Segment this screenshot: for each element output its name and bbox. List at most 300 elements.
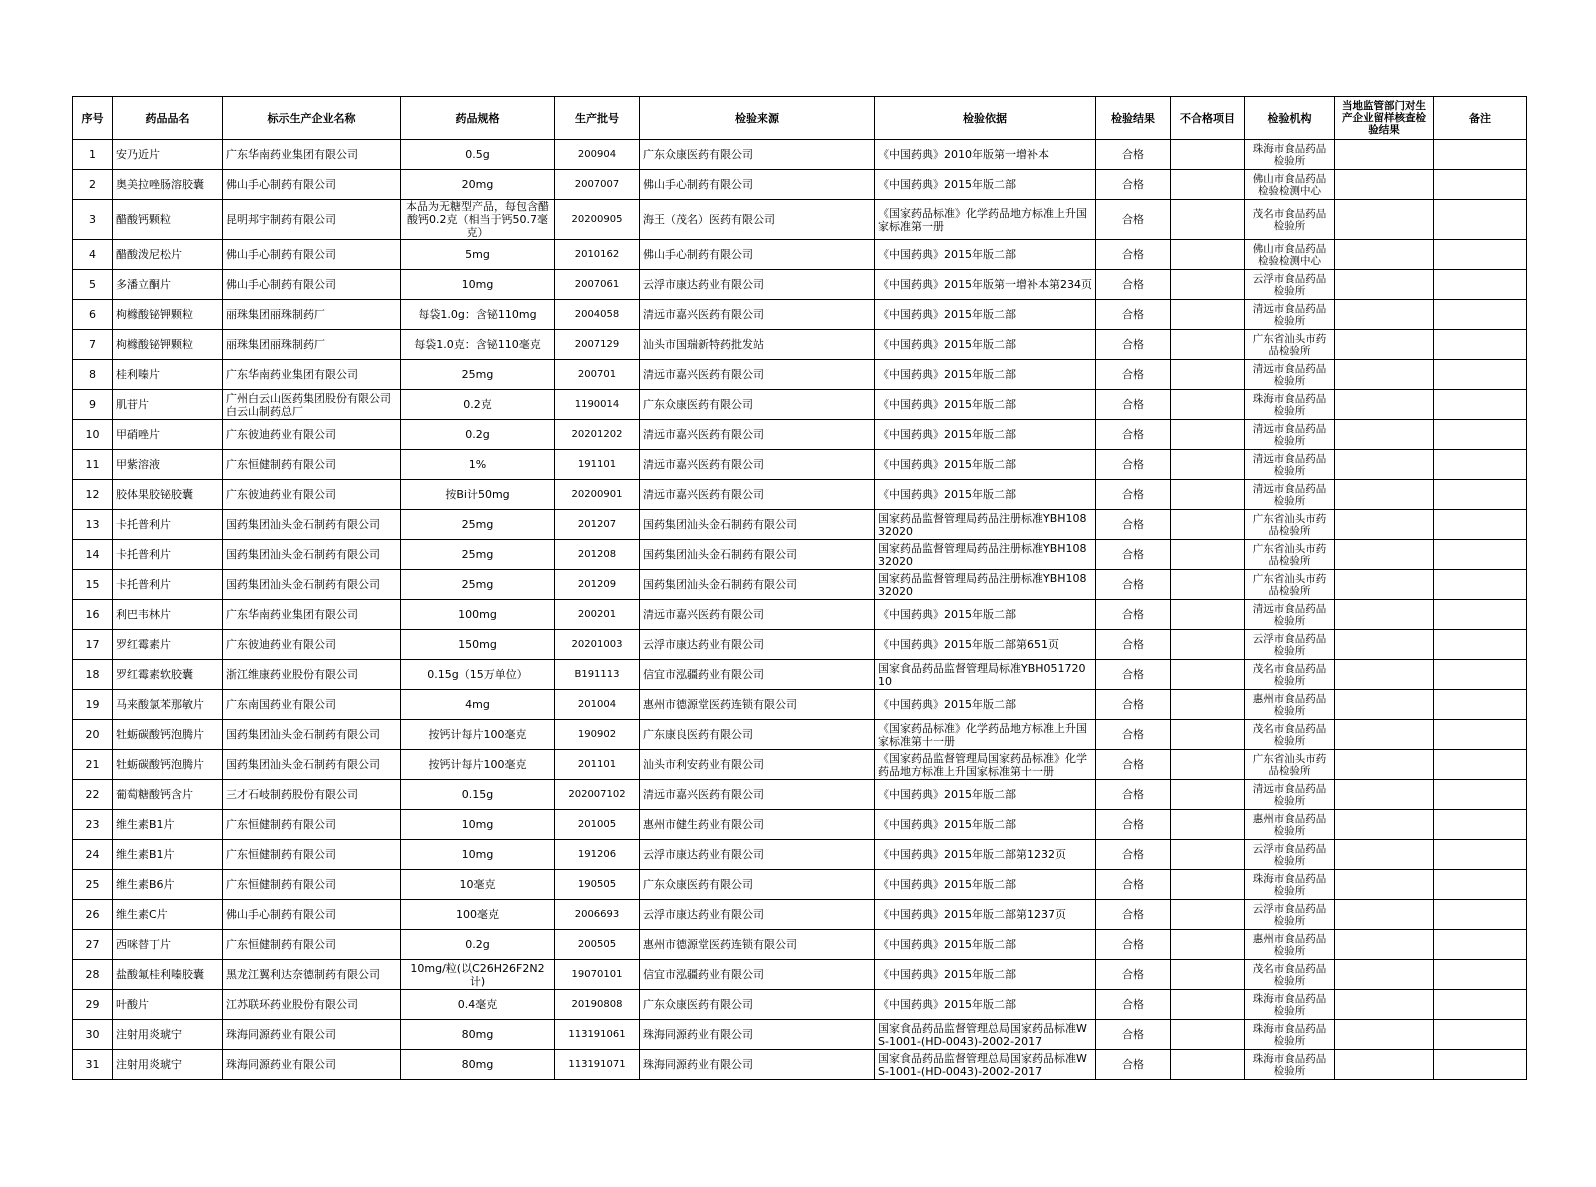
cell-lab: 广东省汕头市药品检验所 bbox=[1245, 330, 1335, 360]
cell-basis: 国家药品监督管理局药品注册标准YBH10832020 bbox=[875, 540, 1096, 570]
cell-lab: 广东省汕头市药品检验所 bbox=[1245, 570, 1335, 600]
cell-spec: 0.2g bbox=[401, 930, 555, 960]
table-row bbox=[73, 1050, 1527, 1080]
cell-batch: 200505 bbox=[555, 930, 640, 960]
cell-note bbox=[1434, 960, 1527, 990]
cell-note bbox=[1434, 810, 1527, 840]
cell-source: 广东众康医药有限公司 bbox=[640, 990, 875, 1020]
cell-maker: 佛山手心制药有限公司 bbox=[223, 900, 401, 930]
cell-spec: 5mg bbox=[401, 240, 555, 270]
cell-recheck bbox=[1335, 300, 1434, 330]
cell-recheck bbox=[1335, 750, 1434, 780]
cell-result: 合格 bbox=[1096, 960, 1171, 990]
cell-name: 醋酸泼尼松片 bbox=[113, 240, 223, 270]
cell-spec: 25mg bbox=[401, 510, 555, 540]
cell-recheck bbox=[1335, 720, 1434, 750]
cell-basis: 《中国药典》2015年版二部 bbox=[875, 390, 1096, 420]
cell-result: 合格 bbox=[1096, 630, 1171, 660]
cell-note bbox=[1434, 690, 1527, 720]
cell-recheck bbox=[1335, 690, 1434, 720]
cell-basis: 《中国药典》2015年版二部第1232页 bbox=[875, 840, 1096, 870]
cell-note bbox=[1434, 870, 1527, 900]
table-row bbox=[73, 420, 1527, 450]
cell-recheck bbox=[1335, 510, 1434, 540]
cell-no: 5 bbox=[73, 270, 113, 300]
cell-source: 国药集团汕头金石制药有限公司 bbox=[640, 540, 875, 570]
cell-spec: 0.2g bbox=[401, 420, 555, 450]
cell-lab: 清远市食品药品检验所 bbox=[1245, 300, 1335, 330]
cell-note bbox=[1434, 200, 1527, 240]
cell-note bbox=[1434, 140, 1527, 170]
cell-result: 合格 bbox=[1096, 840, 1171, 870]
cell-fail bbox=[1171, 720, 1245, 750]
cell-no: 12 bbox=[73, 480, 113, 510]
cell-note bbox=[1434, 840, 1527, 870]
cell-lab: 清远市食品药品检验所 bbox=[1245, 780, 1335, 810]
cell-note bbox=[1434, 780, 1527, 810]
cell-spec: 10mg/粒(以C26H26F2N2计) bbox=[401, 960, 555, 990]
cell-maker: 佛山手心制药有限公司 bbox=[223, 170, 401, 200]
cell-batch: 20200901 bbox=[555, 480, 640, 510]
cell-source: 清远市嘉兴医药有限公司 bbox=[640, 360, 875, 390]
cell-lab: 珠海市食品药品检验所 bbox=[1245, 1050, 1335, 1080]
cell-name: 叶酸片 bbox=[113, 990, 223, 1020]
cell-lab: 惠州市食品药品检验所 bbox=[1245, 690, 1335, 720]
cell-result: 合格 bbox=[1096, 540, 1171, 570]
cell-spec: 10毫克 bbox=[401, 870, 555, 900]
cell-batch: 20201202 bbox=[555, 420, 640, 450]
cell-source: 信宜市泓疆药业有限公司 bbox=[640, 660, 875, 690]
cell-recheck bbox=[1335, 630, 1434, 660]
cell-spec: 0.2克 bbox=[401, 390, 555, 420]
table-row bbox=[73, 570, 1527, 600]
cell-fail bbox=[1171, 360, 1245, 390]
cell-maker: 佛山手心制药有限公司 bbox=[223, 240, 401, 270]
cell-name: 盐酸氟桂利嗪胶囊 bbox=[113, 960, 223, 990]
cell-note bbox=[1434, 660, 1527, 690]
cell-result: 合格 bbox=[1096, 990, 1171, 1020]
cell-name: 葡萄糖酸钙含片 bbox=[113, 780, 223, 810]
cell-result: 合格 bbox=[1096, 660, 1171, 690]
header-cell: 不合格项目 bbox=[1171, 97, 1245, 140]
cell-recheck bbox=[1335, 780, 1434, 810]
cell-no: 3 bbox=[73, 200, 113, 240]
cell-basis: 国家药品监督管理局药品注册标准YBH10832020 bbox=[875, 570, 1096, 600]
cell-result: 合格 bbox=[1096, 140, 1171, 170]
cell-basis: 《中国药典》2015年版二部第651页 bbox=[875, 630, 1096, 660]
cell-result: 合格 bbox=[1096, 330, 1171, 360]
cell-result: 合格 bbox=[1096, 240, 1171, 270]
cell-recheck bbox=[1335, 900, 1434, 930]
cell-lab: 珠海市食品药品检验所 bbox=[1245, 1020, 1335, 1050]
cell-basis: 《中国药典》2015年版二部 bbox=[875, 960, 1096, 990]
cell-batch: 2004058 bbox=[555, 300, 640, 330]
cell-name: 肌苷片 bbox=[113, 390, 223, 420]
cell-no: 9 bbox=[73, 390, 113, 420]
cell-lab: 清远市食品药品检验所 bbox=[1245, 600, 1335, 630]
cell-fail bbox=[1171, 510, 1245, 540]
cell-basis: 《国家药品标准》化学药品地方标准上升国家标准第十一册 bbox=[875, 720, 1096, 750]
header-cell: 药品规格 bbox=[401, 97, 555, 140]
cell-no: 24 bbox=[73, 840, 113, 870]
cell-name: 多潘立酮片 bbox=[113, 270, 223, 300]
cell-batch: 190505 bbox=[555, 870, 640, 900]
cell-source: 清远市嘉兴医药有限公司 bbox=[640, 300, 875, 330]
cell-fail bbox=[1171, 1020, 1245, 1050]
cell-lab: 广东省汕头市药品检验所 bbox=[1245, 750, 1335, 780]
cell-basis: 《中国药典》2015年版二部 bbox=[875, 600, 1096, 630]
cell-result: 合格 bbox=[1096, 930, 1171, 960]
cell-no: 11 bbox=[73, 450, 113, 480]
cell-maker: 广东恒健制药有限公司 bbox=[223, 810, 401, 840]
cell-fail bbox=[1171, 990, 1245, 1020]
cell-no: 23 bbox=[73, 810, 113, 840]
cell-basis: 《中国药典》2015年版二部 bbox=[875, 690, 1096, 720]
cell-source: 云浮市康达药业有限公司 bbox=[640, 900, 875, 930]
cell-recheck bbox=[1335, 200, 1434, 240]
cell-no: 14 bbox=[73, 540, 113, 570]
cell-fail bbox=[1171, 420, 1245, 450]
cell-spec: 10mg bbox=[401, 270, 555, 300]
cell-fail bbox=[1171, 900, 1245, 930]
cell-batch: 191101 bbox=[555, 450, 640, 480]
cell-result: 合格 bbox=[1096, 450, 1171, 480]
cell-name: 注射用炎琥宁 bbox=[113, 1050, 223, 1080]
cell-spec: 25mg bbox=[401, 540, 555, 570]
table-row bbox=[73, 870, 1527, 900]
cell-result: 合格 bbox=[1096, 690, 1171, 720]
table-row bbox=[73, 840, 1527, 870]
cell-recheck bbox=[1335, 330, 1434, 360]
cell-fail bbox=[1171, 240, 1245, 270]
cell-basis: 国家食品药品监督管理局标准YBH05172010 bbox=[875, 660, 1096, 690]
cell-note bbox=[1434, 480, 1527, 510]
cell-lab: 佛山市食品药品检验检测中心 bbox=[1245, 170, 1335, 200]
cell-basis: 《中国药典》2015年版二部第1237页 bbox=[875, 900, 1096, 930]
cell-no: 28 bbox=[73, 960, 113, 990]
cell-recheck bbox=[1335, 840, 1434, 870]
table-row bbox=[73, 900, 1527, 930]
cell-result: 合格 bbox=[1096, 870, 1171, 900]
cell-batch: 191206 bbox=[555, 840, 640, 870]
cell-batch: 201005 bbox=[555, 810, 640, 840]
cell-note bbox=[1434, 420, 1527, 450]
header-cell: 检验结果 bbox=[1096, 97, 1171, 140]
cell-source: 清远市嘉兴医药有限公司 bbox=[640, 780, 875, 810]
cell-fail bbox=[1171, 330, 1245, 360]
cell-source: 惠州市德源堂医药连锁有限公司 bbox=[640, 930, 875, 960]
cell-lab: 清远市食品药品检验所 bbox=[1245, 450, 1335, 480]
header-cell: 检验依据 bbox=[875, 97, 1096, 140]
cell-spec: 0.15g bbox=[401, 780, 555, 810]
cell-spec: 1% bbox=[401, 450, 555, 480]
cell-no: 6 bbox=[73, 300, 113, 330]
cell-recheck bbox=[1335, 810, 1434, 840]
table-row bbox=[73, 390, 1527, 420]
cell-basis: 《国家药品标准》化学药品地方标准上升国家标准第一册 bbox=[875, 200, 1096, 240]
cell-lab: 云浮市食品药品检验所 bbox=[1245, 840, 1335, 870]
table-row bbox=[73, 990, 1527, 1020]
cell-basis: 《中国药典》2015年版第一增补本第234页 bbox=[875, 270, 1096, 300]
cell-name: 维生素B1片 bbox=[113, 840, 223, 870]
table-row bbox=[73, 450, 1527, 480]
cell-result: 合格 bbox=[1096, 900, 1171, 930]
table-row bbox=[73, 270, 1527, 300]
table-row bbox=[73, 780, 1527, 810]
header-cell: 标示生产企业名称 bbox=[223, 97, 401, 140]
cell-basis: 国家食品药品监督管理总局国家药品标准WS-1001-(HD-0043)-2002-2017 bbox=[875, 1020, 1096, 1050]
cell-name: 卡托普利片 bbox=[113, 570, 223, 600]
cell-basis: 《中国药典》2010年版第一增补本 bbox=[875, 140, 1096, 170]
cell-no: 1 bbox=[73, 140, 113, 170]
table-row bbox=[73, 660, 1527, 690]
cell-name: 注射用炎琥宁 bbox=[113, 1020, 223, 1050]
cell-maker: 广东恒健制药有限公司 bbox=[223, 930, 401, 960]
cell-name: 维生素B6片 bbox=[113, 870, 223, 900]
cell-batch: 2010162 bbox=[555, 240, 640, 270]
cell-lab: 惠州市食品药品检验所 bbox=[1245, 930, 1335, 960]
cell-fail bbox=[1171, 390, 1245, 420]
cell-source: 清远市嘉兴医药有限公司 bbox=[640, 600, 875, 630]
cell-batch: 201208 bbox=[555, 540, 640, 570]
cell-no: 17 bbox=[73, 630, 113, 660]
cell-lab: 茂名市食品药品检验所 bbox=[1245, 720, 1335, 750]
cell-maker: 国药集团汕头金石制药有限公司 bbox=[223, 540, 401, 570]
cell-fail bbox=[1171, 960, 1245, 990]
header-cell: 当地监管部门对生产企业留样核查检验结果 bbox=[1335, 97, 1434, 140]
cell-note bbox=[1434, 170, 1527, 200]
cell-lab: 茂名市食品药品检验所 bbox=[1245, 660, 1335, 690]
table-row bbox=[73, 750, 1527, 780]
cell-batch: 201209 bbox=[555, 570, 640, 600]
cell-lab: 珠海市食品药品检验所 bbox=[1245, 140, 1335, 170]
cell-source: 广东康良医药有限公司 bbox=[640, 720, 875, 750]
cell-no: 15 bbox=[73, 570, 113, 600]
cell-fail bbox=[1171, 200, 1245, 240]
cell-lab: 珠海市食品药品检验所 bbox=[1245, 990, 1335, 1020]
cell-result: 合格 bbox=[1096, 510, 1171, 540]
cell-batch: 20201003 bbox=[555, 630, 640, 660]
cell-basis: 《中国药典》2015年版二部 bbox=[875, 300, 1096, 330]
cell-maker: 广东恒健制药有限公司 bbox=[223, 870, 401, 900]
cell-source: 国药集团汕头金石制药有限公司 bbox=[640, 510, 875, 540]
cell-name: 胶体果胶铋胶囊 bbox=[113, 480, 223, 510]
table-row bbox=[73, 690, 1527, 720]
cell-fail bbox=[1171, 540, 1245, 570]
cell-name: 桂利嗪片 bbox=[113, 360, 223, 390]
cell-recheck bbox=[1335, 360, 1434, 390]
cell-batch: 2007061 bbox=[555, 270, 640, 300]
cell-fail bbox=[1171, 1050, 1245, 1080]
cell-source: 国药集团汕头金石制药有限公司 bbox=[640, 570, 875, 600]
cell-spec: 按Bi计50mg bbox=[401, 480, 555, 510]
cell-maker: 广东恒健制药有限公司 bbox=[223, 450, 401, 480]
cell-basis: 《中国药典》2015年版二部 bbox=[875, 780, 1096, 810]
cell-basis: 国家药品监督管理局药品注册标准YBH10832020 bbox=[875, 510, 1096, 540]
cell-spec: 每袋1.0克：含铋110毫克 bbox=[401, 330, 555, 360]
cell-lab: 广东省汕头市药品检验所 bbox=[1245, 540, 1335, 570]
cell-result: 合格 bbox=[1096, 720, 1171, 750]
cell-fail bbox=[1171, 570, 1245, 600]
cell-recheck bbox=[1335, 870, 1434, 900]
cell-basis: 《中国药典》2015年版二部 bbox=[875, 990, 1096, 1020]
cell-source: 海王（茂名）医药有限公司 bbox=[640, 200, 875, 240]
cell-result: 合格 bbox=[1096, 420, 1171, 450]
table-row bbox=[73, 170, 1527, 200]
cell-maker: 国药集团汕头金石制药有限公司 bbox=[223, 510, 401, 540]
cell-maker: 广东彼迪药业有限公司 bbox=[223, 480, 401, 510]
header-cell: 药品品名 bbox=[113, 97, 223, 140]
cell-spec: 按钙计每片100毫克 bbox=[401, 750, 555, 780]
cell-note bbox=[1434, 450, 1527, 480]
cell-no: 21 bbox=[73, 750, 113, 780]
cell-fail bbox=[1171, 140, 1245, 170]
cell-source: 珠海同源药业有限公司 bbox=[640, 1050, 875, 1080]
cell-name: 维生素B1片 bbox=[113, 810, 223, 840]
cell-recheck bbox=[1335, 600, 1434, 630]
cell-lab: 云浮市食品药品检验所 bbox=[1245, 900, 1335, 930]
cell-name: 卡托普利片 bbox=[113, 510, 223, 540]
cell-name: 甲紫溶液 bbox=[113, 450, 223, 480]
cell-batch: 200201 bbox=[555, 600, 640, 630]
cell-result: 合格 bbox=[1096, 600, 1171, 630]
cell-name: 卡托普利片 bbox=[113, 540, 223, 570]
cell-result: 合格 bbox=[1096, 360, 1171, 390]
cell-fail bbox=[1171, 930, 1245, 960]
cell-name: 马来酸氯苯那敏片 bbox=[113, 690, 223, 720]
cell-source: 汕头市利安药业有限公司 bbox=[640, 750, 875, 780]
cell-fail bbox=[1171, 660, 1245, 690]
cell-source: 清远市嘉兴医药有限公司 bbox=[640, 420, 875, 450]
cell-basis: 《中国药典》2015年版二部 bbox=[875, 170, 1096, 200]
cell-name: 西咪替丁片 bbox=[113, 930, 223, 960]
cell-source: 清远市嘉兴医药有限公司 bbox=[640, 450, 875, 480]
cell-name: 安乃近片 bbox=[113, 140, 223, 170]
cell-no: 16 bbox=[73, 600, 113, 630]
cell-lab: 珠海市食品药品检验所 bbox=[1245, 870, 1335, 900]
cell-result: 合格 bbox=[1096, 480, 1171, 510]
cell-basis: 《中国药典》2015年版二部 bbox=[875, 450, 1096, 480]
cell-note bbox=[1434, 300, 1527, 330]
header-cell: 备注 bbox=[1434, 97, 1527, 140]
cell-no: 8 bbox=[73, 360, 113, 390]
cell-result: 合格 bbox=[1096, 300, 1171, 330]
cell-no: 27 bbox=[73, 930, 113, 960]
cell-spec: 100毫克 bbox=[401, 900, 555, 930]
cell-fail bbox=[1171, 270, 1245, 300]
cell-name: 枸橼酸铋钾颗粒 bbox=[113, 300, 223, 330]
cell-recheck bbox=[1335, 540, 1434, 570]
cell-note bbox=[1434, 570, 1527, 600]
cell-basis: 《国家药品监督管理局国家药品标准》化学药品地方标准上升国家标准第十一册 bbox=[875, 750, 1096, 780]
cell-source: 信宜市泓疆药业有限公司 bbox=[640, 960, 875, 990]
cell-fail bbox=[1171, 630, 1245, 660]
cell-fail bbox=[1171, 810, 1245, 840]
cell-recheck bbox=[1335, 390, 1434, 420]
cell-no: 30 bbox=[73, 1020, 113, 1050]
cell-maker: 广东华南药业集团有限公司 bbox=[223, 140, 401, 170]
cell-result: 合格 bbox=[1096, 750, 1171, 780]
cell-name: 罗红霉素片 bbox=[113, 630, 223, 660]
cell-spec: 25mg bbox=[401, 570, 555, 600]
cell-spec: 10mg bbox=[401, 840, 555, 870]
cell-note bbox=[1434, 930, 1527, 960]
cell-result: 合格 bbox=[1096, 200, 1171, 240]
table-row bbox=[73, 960, 1527, 990]
cell-maker: 国药集团汕头金石制药有限公司 bbox=[223, 570, 401, 600]
cell-no: 7 bbox=[73, 330, 113, 360]
cell-note bbox=[1434, 990, 1527, 1020]
cell-fail bbox=[1171, 480, 1245, 510]
cell-recheck bbox=[1335, 960, 1434, 990]
cell-recheck bbox=[1335, 1020, 1434, 1050]
cell-source: 广东众康医药有限公司 bbox=[640, 390, 875, 420]
cell-result: 合格 bbox=[1096, 1020, 1171, 1050]
cell-fail bbox=[1171, 450, 1245, 480]
cell-batch: 201207 bbox=[555, 510, 640, 540]
table-row bbox=[73, 240, 1527, 270]
cell-lab: 广东省汕头市药品检验所 bbox=[1245, 510, 1335, 540]
cell-spec: 4mg bbox=[401, 690, 555, 720]
cell-recheck bbox=[1335, 990, 1434, 1020]
cell-note bbox=[1434, 1050, 1527, 1080]
cell-name: 枸橼酸铋钾颗粒 bbox=[113, 330, 223, 360]
cell-batch: 2007007 bbox=[555, 170, 640, 200]
cell-name: 醋酸钙颗粒 bbox=[113, 200, 223, 240]
table-row bbox=[73, 810, 1527, 840]
cell-recheck bbox=[1335, 170, 1434, 200]
cell-fail bbox=[1171, 840, 1245, 870]
cell-spec: 80mg bbox=[401, 1050, 555, 1080]
cell-lab: 清远市食品药品检验所 bbox=[1245, 360, 1335, 390]
cell-batch: 190902 bbox=[555, 720, 640, 750]
cell-maker: 珠海同源药业有限公司 bbox=[223, 1020, 401, 1050]
cell-source: 广东众康医药有限公司 bbox=[640, 140, 875, 170]
cell-fail bbox=[1171, 690, 1245, 720]
cell-source: 佛山手心制药有限公司 bbox=[640, 240, 875, 270]
cell-source: 广东众康医药有限公司 bbox=[640, 870, 875, 900]
table-row bbox=[73, 200, 1527, 240]
cell-batch: 202007102 bbox=[555, 780, 640, 810]
cell-maker: 广东恒健制药有限公司 bbox=[223, 840, 401, 870]
cell-no: 20 bbox=[73, 720, 113, 750]
cell-spec: 100mg bbox=[401, 600, 555, 630]
cell-no: 29 bbox=[73, 990, 113, 1020]
cell-spec: 0.5g bbox=[401, 140, 555, 170]
cell-no: 26 bbox=[73, 900, 113, 930]
cell-lab: 茂名市食品药品检验所 bbox=[1245, 200, 1335, 240]
cell-maker: 江苏联环药业股份有限公司 bbox=[223, 990, 401, 1020]
cell-batch: 1190014 bbox=[555, 390, 640, 420]
cell-no: 4 bbox=[73, 240, 113, 270]
cell-recheck bbox=[1335, 420, 1434, 450]
cell-name: 牡蛎碳酸钙泡腾片 bbox=[113, 720, 223, 750]
table-row bbox=[73, 330, 1527, 360]
cell-batch: B191113 bbox=[555, 660, 640, 690]
cell-maker: 丽珠集团丽珠制药厂 bbox=[223, 300, 401, 330]
cell-maker: 国药集团汕头金石制药有限公司 bbox=[223, 720, 401, 750]
cell-batch: 201004 bbox=[555, 690, 640, 720]
cell-result: 合格 bbox=[1096, 170, 1171, 200]
cell-basis: 《中国药典》2015年版二部 bbox=[875, 870, 1096, 900]
cell-basis: 《中国药典》2015年版二部 bbox=[875, 810, 1096, 840]
table-row bbox=[73, 630, 1527, 660]
cell-basis: 《中国药典》2015年版二部 bbox=[875, 480, 1096, 510]
cell-basis: 国家食品药品监督管理总局国家药品标准WS-1001-(HD-0043)-2002-2017 bbox=[875, 1050, 1096, 1080]
cell-basis: 《中国药典》2015年版二部 bbox=[875, 330, 1096, 360]
cell-batch: 113191061 bbox=[555, 1020, 640, 1050]
cell-maker: 丽珠集团丽珠制药厂 bbox=[223, 330, 401, 360]
